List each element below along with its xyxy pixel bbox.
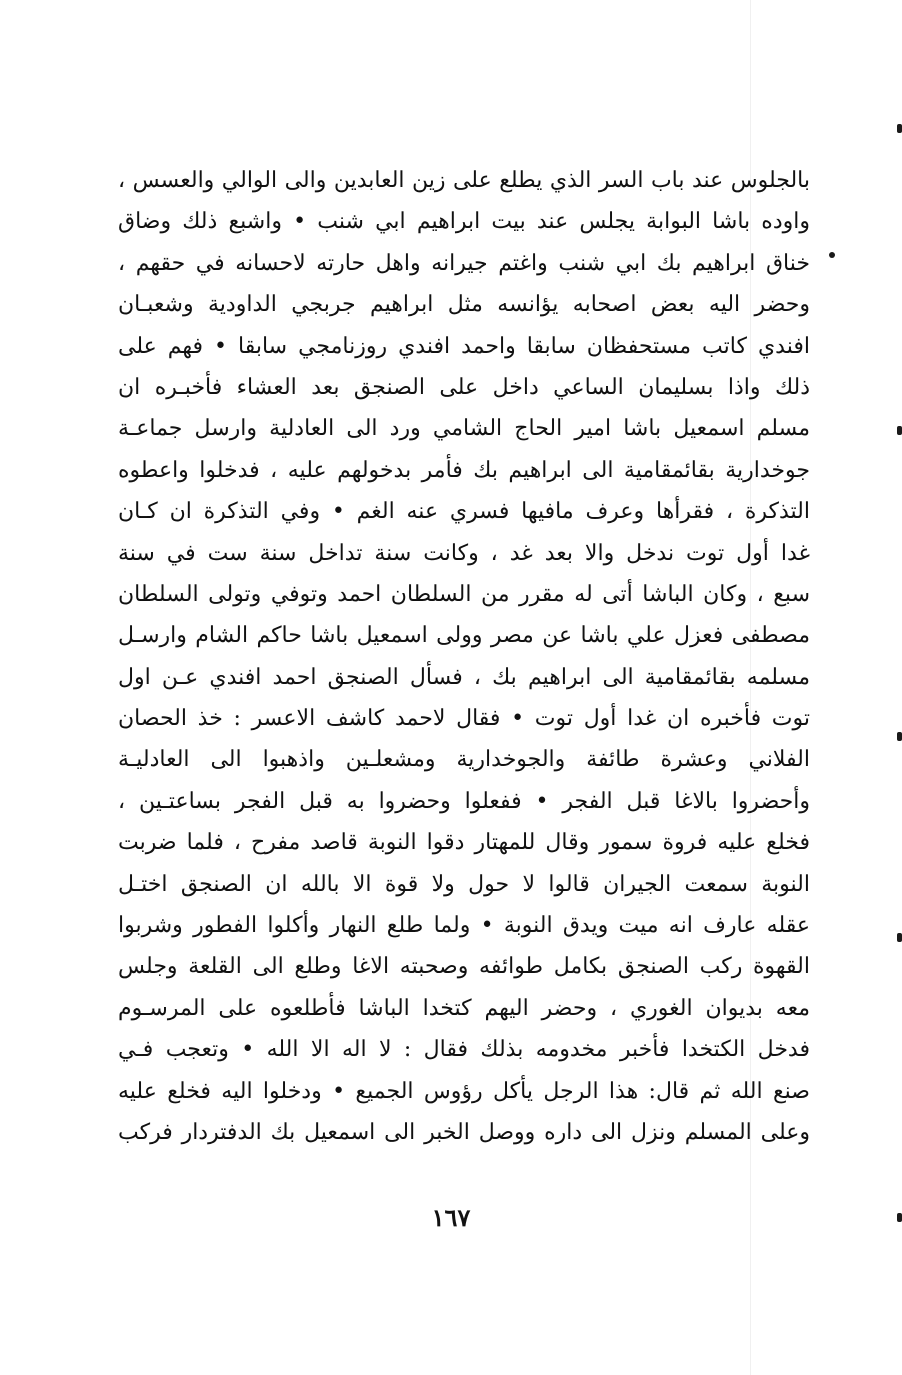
text-line: غدا أول توت ندخل والا بعد غد ، وكانت سنة تداخل سنة ست في سنة bbox=[118, 540, 810, 566]
text-line: ذلك واذا بسليمان الساعي داخل على الصنجق بعد العشاء فأخبـره ان bbox=[118, 374, 810, 400]
text-line: معه بديوان الغوري ، وحضر اليهم كتخدا الباشا فأطلعوه على المرسـوم bbox=[118, 995, 810, 1021]
text-line: مصطفى فعزل علي باشا عن مصر وولى اسمعيل باشا حاكم الشام وارسـل bbox=[118, 623, 810, 649]
text-line: عقله عارف انه ميت ويدق النوبة • ولما طلع النهار وأكلوا الفطور وشربوا bbox=[118, 913, 810, 939]
text-line: القهوة ركب الصنجق بكامل طوائفه وصحبته الاغا وطلع الى القلعة وجلس bbox=[118, 954, 810, 980]
text-line: جوخدارية بقائمقامية الى ابراهيم بك فأمر بدخولهم عليه ، فدخلوا واعطوه bbox=[118, 457, 810, 483]
text-line: فدخل الكتخدا فأخبر مخدومه بذلك فقال : لا اله الا الله • وتعجب فـي bbox=[118, 1037, 810, 1063]
text-line: وحضر اليه بعض اصحابه يؤانسه مثل ابراهيم جربجي الداودية وشعبـان bbox=[118, 292, 810, 318]
text-line: واوده باشا البوابة يجلس عند بيت ابراهيم ابي شنب • واشبع ذلك وضاق bbox=[118, 209, 810, 235]
text-line: التذكرة ، فقرأها وعرف مافيها فسري عنه الغم • وفي التذكرة ان كـان bbox=[118, 499, 810, 525]
edge-mark bbox=[897, 426, 902, 435]
edge-mark bbox=[897, 124, 902, 133]
edge-mark bbox=[897, 933, 902, 942]
text-line: الفلاني وعشرة طائفة والجوخدارية ومشعلـين واذهبوا الى العادليـة bbox=[118, 747, 810, 773]
text-line: مسلم اسمعيل باشا امير الحاج الشامي ورد الى العادلية وارسل جماعـة bbox=[118, 416, 810, 442]
text-line: خناق ابراهيم بك ابي شنب واغتم جيرانه واهل حارته لاحسانه في حقهم ، bbox=[118, 250, 810, 276]
text-line: توت فأخبره ان غدا أول توت • فقال لاحمد كاشف الاعسر : خذ الحصان bbox=[118, 706, 810, 732]
text-line: سبع ، وكان الباشا أتى له مقرر من السلطان احمد وتوفي وتولى السلطان bbox=[118, 581, 810, 607]
edge-mark bbox=[897, 732, 902, 741]
text-line: بالجلوس عند باب السر الذي يطلع على زين العابدين والى الوالي والعسس ، bbox=[118, 168, 810, 193]
text-line: النوبة سمعت الجيران قالوا لا حول ولا قوة الا بالله ان الصنجق اختـل bbox=[118, 871, 810, 897]
text-line: مسلمه بقائمقامية الى ابراهيم بك ، فسأل الصنجق احمد افندي عـن اول bbox=[118, 664, 810, 690]
page-number: ١٦٧ bbox=[431, 1203, 471, 1232]
text-line: صنع الله ثم قال: هذا الرجل يأكل رؤوس الجميع • ودخلوا اليه فخلع عليه bbox=[118, 1078, 810, 1104]
text-line: وعلى المسلم ونزل الى داره ووصل الخبر الى اسمعيل بك الدفتردار فركب bbox=[118, 1119, 810, 1145]
body-text bbox=[118, 160, 810, 1153]
text-line: فخلع عليه فروة سمور وقال للمهتار دقوا النوبة قاصد مفرح ، فلما ضربت bbox=[118, 830, 810, 856]
text-line: افندي كاتب مستحفظان سابقا واحمد افندي روزنامجي سابقا • فهم على bbox=[118, 333, 810, 359]
margin-bullet bbox=[829, 252, 835, 258]
text-line: وأحضروا بالاغا قبل الفجر • ففعلوا وحضروا به قبل الفجر بساعتـين ، bbox=[118, 788, 810, 814]
